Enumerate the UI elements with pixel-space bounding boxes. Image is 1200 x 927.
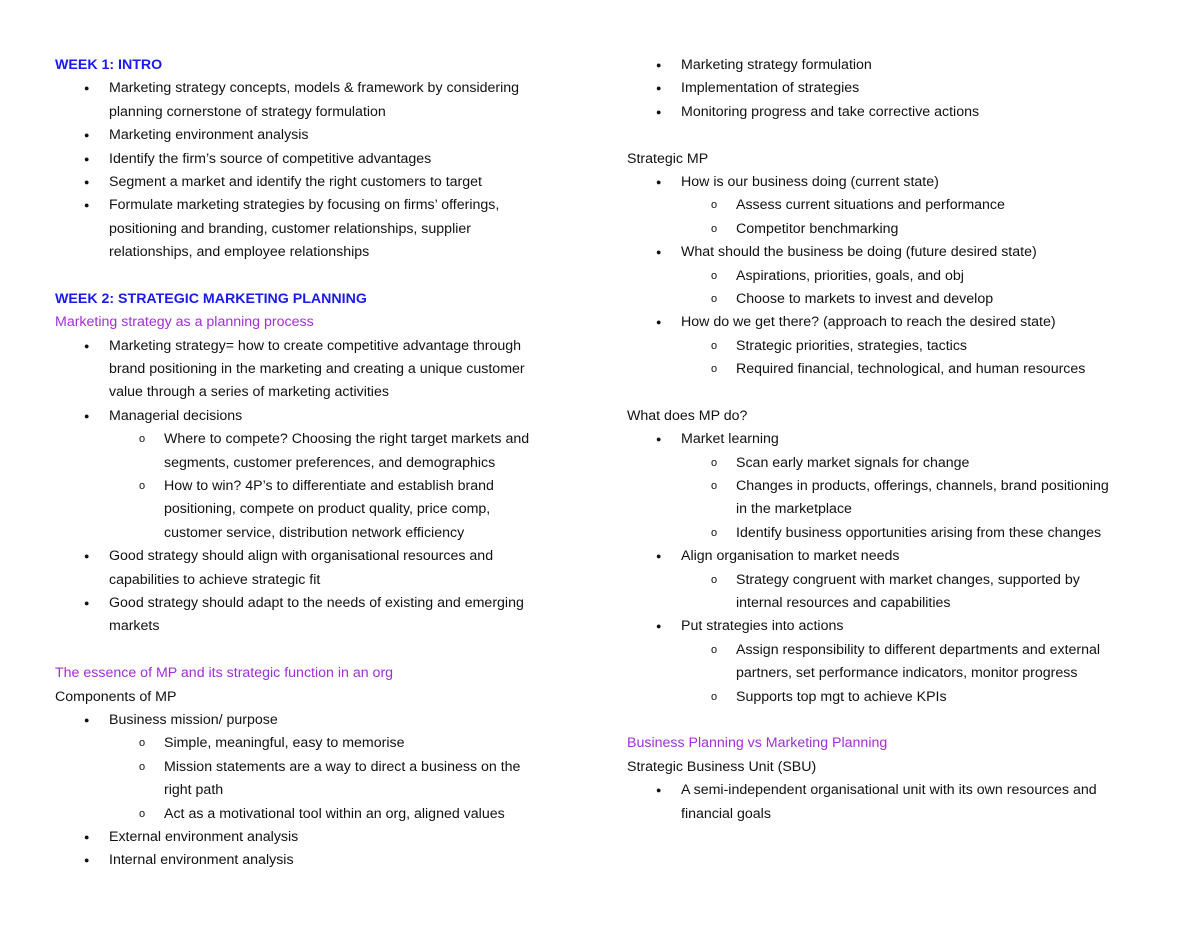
line-text: financial goals	[681, 805, 771, 822]
line-text: Strategic MP	[627, 150, 709, 167]
circle-bullet-icon: o	[139, 737, 146, 750]
bullet-continuation	[55, 569, 575, 592]
circle-bullet-icon: o	[711, 269, 718, 282]
line-text: internal resources and capabilities	[736, 594, 951, 611]
subsection-heading	[627, 732, 1167, 755]
line-text: Segment a market and identify the right customers to target	[109, 173, 483, 190]
line-text: partners, set performance indicators, monitor progress	[736, 665, 1078, 682]
circle-bullet-icon: o	[711, 526, 718, 539]
paragraph-label	[627, 148, 1167, 171]
bullet-item	[55, 545, 575, 568]
line-text: Changes in products, offerings, channels, brand positioning	[736, 478, 1109, 495]
line-text: right path	[164, 782, 224, 799]
blank-line	[627, 124, 1167, 147]
sub-bullet-item	[627, 335, 1167, 358]
circle-bullet-icon: o	[139, 480, 146, 493]
circle-bullet-icon: o	[139, 760, 146, 773]
line-text: Choose to markets to invest and develop	[736, 290, 994, 307]
sub-bullet-continuation	[627, 592, 1167, 615]
bullet-item	[55, 709, 575, 732]
bullet-item	[55, 335, 575, 358]
bullet-continuation	[55, 615, 575, 638]
bullet-icon: ●	[656, 317, 662, 328]
bullet-item	[55, 592, 575, 615]
line-text: Aspirations, priorities, goals, and obj	[736, 267, 964, 284]
line-text: positioning and branding, customer relationships, supplier	[109, 220, 471, 237]
sub-bullet-continuation	[627, 498, 1167, 521]
line-text: Marketing strategy concepts, models & framework by considering	[109, 80, 520, 97]
bullet-item	[55, 849, 575, 872]
line-text: segments, customer preferences, and demographics	[164, 454, 496, 471]
bullet-item	[55, 77, 575, 100]
line-text: Competitor benchmarking	[736, 220, 899, 237]
bullet-icon: ●	[656, 551, 662, 562]
line-text: customer service, distribution network efficiency	[164, 524, 465, 541]
line-text: Assign responsibility to different departments and external	[736, 641, 1101, 658]
bullet-item	[627, 428, 1167, 451]
sub-bullet-item	[627, 452, 1167, 475]
bullet-item	[55, 148, 575, 171]
line-text: Marketing strategy as a planning process	[55, 314, 314, 331]
line-text: Marketing strategy= how to create competitive advantage through	[109, 337, 522, 354]
line-text: Where to compete? Choosing the right target markets and	[164, 431, 530, 448]
bullet-item	[627, 779, 1167, 802]
blank-line	[55, 639, 575, 662]
sub-bullet-item	[627, 358, 1167, 381]
sub-bullet-item	[55, 428, 575, 451]
bullet-item	[627, 545, 1167, 568]
circle-bullet-icon: o	[711, 480, 718, 493]
sub-bullet-item	[627, 569, 1167, 592]
line-text: Internal environment analysis	[109, 852, 294, 869]
line-text: capabilities to achieve strategic fit	[109, 571, 321, 588]
line-text: Scan early market signals for change	[736, 454, 970, 471]
line-text: How is our business doing (current state)	[681, 173, 939, 190]
bullet-icon: ●	[84, 340, 90, 351]
circle-bullet-icon: o	[711, 456, 718, 469]
bullet-item	[627, 54, 1167, 77]
line-text: in the marketplace	[736, 501, 852, 518]
line-text: What does MP do?	[627, 407, 748, 424]
bullet-item	[55, 194, 575, 217]
bullet-icon: ●	[84, 200, 90, 211]
bullet-continuation	[55, 101, 575, 124]
bullet-item	[55, 405, 575, 428]
sub-bullet-item	[55, 732, 575, 755]
subsection-heading	[55, 311, 575, 334]
bullet-item	[55, 826, 575, 849]
line-text: Good strategy should adapt to the needs of existing and emerging	[109, 594, 524, 611]
bullet-item	[627, 101, 1167, 124]
bullet-icon: ●	[656, 247, 662, 258]
circle-bullet-icon: o	[711, 199, 718, 212]
bullet-continuation	[55, 241, 575, 264]
right-column	[627, 54, 1167, 826]
line-text: Formulate marketing strategies by focusing on firms’ offerings,	[109, 197, 500, 214]
line-text: markets	[109, 618, 160, 635]
blank-line	[627, 709, 1167, 732]
circle-bullet-icon: o	[711, 363, 718, 376]
circle-bullet-icon: o	[139, 807, 146, 820]
sub-bullet-item	[627, 475, 1167, 498]
sub-bullet-item	[627, 288, 1167, 311]
line-text: relationships, and employee relationships	[109, 244, 370, 261]
bullet-icon: ●	[84, 176, 90, 187]
line-text: Simple, meaningful, easy to memorise	[164, 735, 405, 752]
circle-bullet-icon: o	[711, 690, 718, 703]
bullet-item	[627, 171, 1167, 194]
bullet-icon: ●	[656, 60, 662, 70]
sub-bullet-item	[55, 803, 575, 826]
line-text: Put strategies into actions	[681, 618, 844, 635]
bullet-continuation	[55, 358, 575, 381]
line-text: The essence of MP and its strategic function in an org	[55, 665, 394, 682]
line-text: Managerial decisions	[109, 407, 243, 424]
line-text: planning cornerstone of strategy formulation	[109, 103, 386, 120]
line-text: External environment analysis	[109, 828, 299, 845]
paragraph-label	[55, 686, 575, 709]
circle-bullet-icon: o	[711, 222, 718, 235]
line-text: Marketing strategy formulation	[681, 57, 872, 73]
sub-bullet-item	[55, 756, 575, 779]
bullet-item	[627, 615, 1167, 638]
line-text: Strategic Business Unit (SBU)	[627, 758, 817, 775]
section-heading	[55, 288, 575, 311]
bullet-icon: ●	[84, 597, 90, 608]
line-text: Mission statements are a way to direct a business on the	[164, 758, 521, 775]
circle-bullet-icon: o	[711, 339, 718, 352]
sub-bullet-item	[627, 639, 1167, 662]
sub-bullet-continuation	[55, 452, 575, 475]
line-text: WEEK 2: STRATEGIC MARKETING PLANNING	[55, 290, 367, 307]
sub-bullet-continuation	[55, 522, 575, 545]
line-text: Assess current situations and performance	[736, 197, 1005, 214]
sub-bullet-item	[627, 218, 1167, 241]
line-text: Monitoring progress and take corrective actions	[681, 103, 980, 120]
line-text: Align organisation to market needs	[681, 548, 900, 565]
line-text: Marketing environment analysis	[109, 127, 309, 144]
bullet-icon: ●	[84, 855, 90, 866]
circle-bullet-icon: o	[711, 292, 718, 305]
bullet-icon: ●	[84, 551, 90, 562]
line-text: Strategy congruent with market changes, supported by	[736, 571, 1080, 588]
line-text: Identify the firm’s source of competitive advantages	[109, 150, 432, 167]
circle-bullet-icon: o	[711, 643, 718, 656]
bullet-item	[55, 124, 575, 147]
bullet-icon: ●	[84, 130, 90, 141]
sub-bullet-continuation	[55, 498, 575, 521]
bullet-item	[627, 311, 1167, 334]
bullet-icon: ●	[656, 176, 662, 187]
bullet-continuation	[55, 218, 575, 241]
subsection-heading	[55, 662, 575, 685]
line-text: brand positioning in the marketing and creating a unique customer	[109, 361, 525, 378]
line-text: Required financial, technological, and human resources	[736, 361, 1086, 378]
sub-bullet-item	[55, 475, 575, 498]
line-text: Components of MP	[55, 688, 177, 705]
line-text: Identify business opportunities arising from these changes	[736, 524, 1102, 541]
circle-bullet-icon: o	[711, 573, 718, 586]
line-text: value through a series of marketing activities	[109, 384, 389, 401]
bullet-icon: ●	[656, 106, 662, 117]
bullet-item	[627, 241, 1167, 264]
line-text: What should the business be doing (future desired state)	[681, 244, 1037, 261]
paragraph-label	[627, 756, 1167, 779]
line-text: Strategic priorities, strategies, tactics	[736, 337, 968, 354]
line-text: Implementation of strategies	[681, 80, 860, 97]
line-text: A semi-independent organisational unit with its own resources and	[681, 782, 1097, 799]
bullet-icon: ●	[656, 83, 662, 94]
bullet-icon: ●	[656, 785, 662, 796]
bullet-continuation	[55, 381, 575, 404]
blank-line	[627, 381, 1167, 404]
sub-bullet-item	[627, 265, 1167, 288]
sub-bullet-continuation	[627, 662, 1167, 685]
bullet-icon: ●	[84, 153, 90, 164]
sub-bullet-item	[627, 522, 1167, 545]
sub-bullet-continuation	[55, 779, 575, 802]
line-text: positioning, compete on product quality, price comp,	[164, 501, 491, 518]
bullet-icon: ●	[84, 410, 90, 421]
blank-line	[55, 265, 575, 288]
line-text: Market learning	[681, 431, 779, 448]
line-text: Business Planning vs Marketing Planning	[627, 735, 888, 752]
line-text: Act as a motivational tool within an org, aligned values	[164, 805, 505, 822]
bullet-icon: ●	[656, 434, 662, 445]
line-text: WEEK 1: INTRO	[55, 57, 163, 73]
bullet-icon: ●	[84, 714, 90, 725]
line-text: Good strategy should align with organisational resources and	[109, 548, 494, 565]
line-text: Business mission/ purpose	[109, 711, 278, 728]
bullet-icon: ●	[84, 83, 90, 94]
line-text: How do we get there? (approach to reach the desired state)	[681, 314, 1056, 331]
line-text: How to win? 4P’s to differentiate and establish brand	[164, 478, 494, 495]
circle-bullet-icon: o	[139, 433, 146, 446]
bullet-item	[55, 171, 575, 194]
sub-bullet-item	[627, 686, 1167, 709]
sub-bullet-item	[627, 194, 1167, 217]
paragraph-label	[627, 405, 1167, 428]
left-column	[55, 54, 575, 873]
bullet-icon: ●	[656, 621, 662, 632]
section-heading	[55, 54, 575, 77]
bullet-icon: ●	[84, 831, 90, 842]
bullet-continuation	[627, 803, 1167, 826]
line-text: Supports top mgt to achieve KPIs	[736, 688, 947, 705]
bullet-item	[627, 77, 1167, 100]
